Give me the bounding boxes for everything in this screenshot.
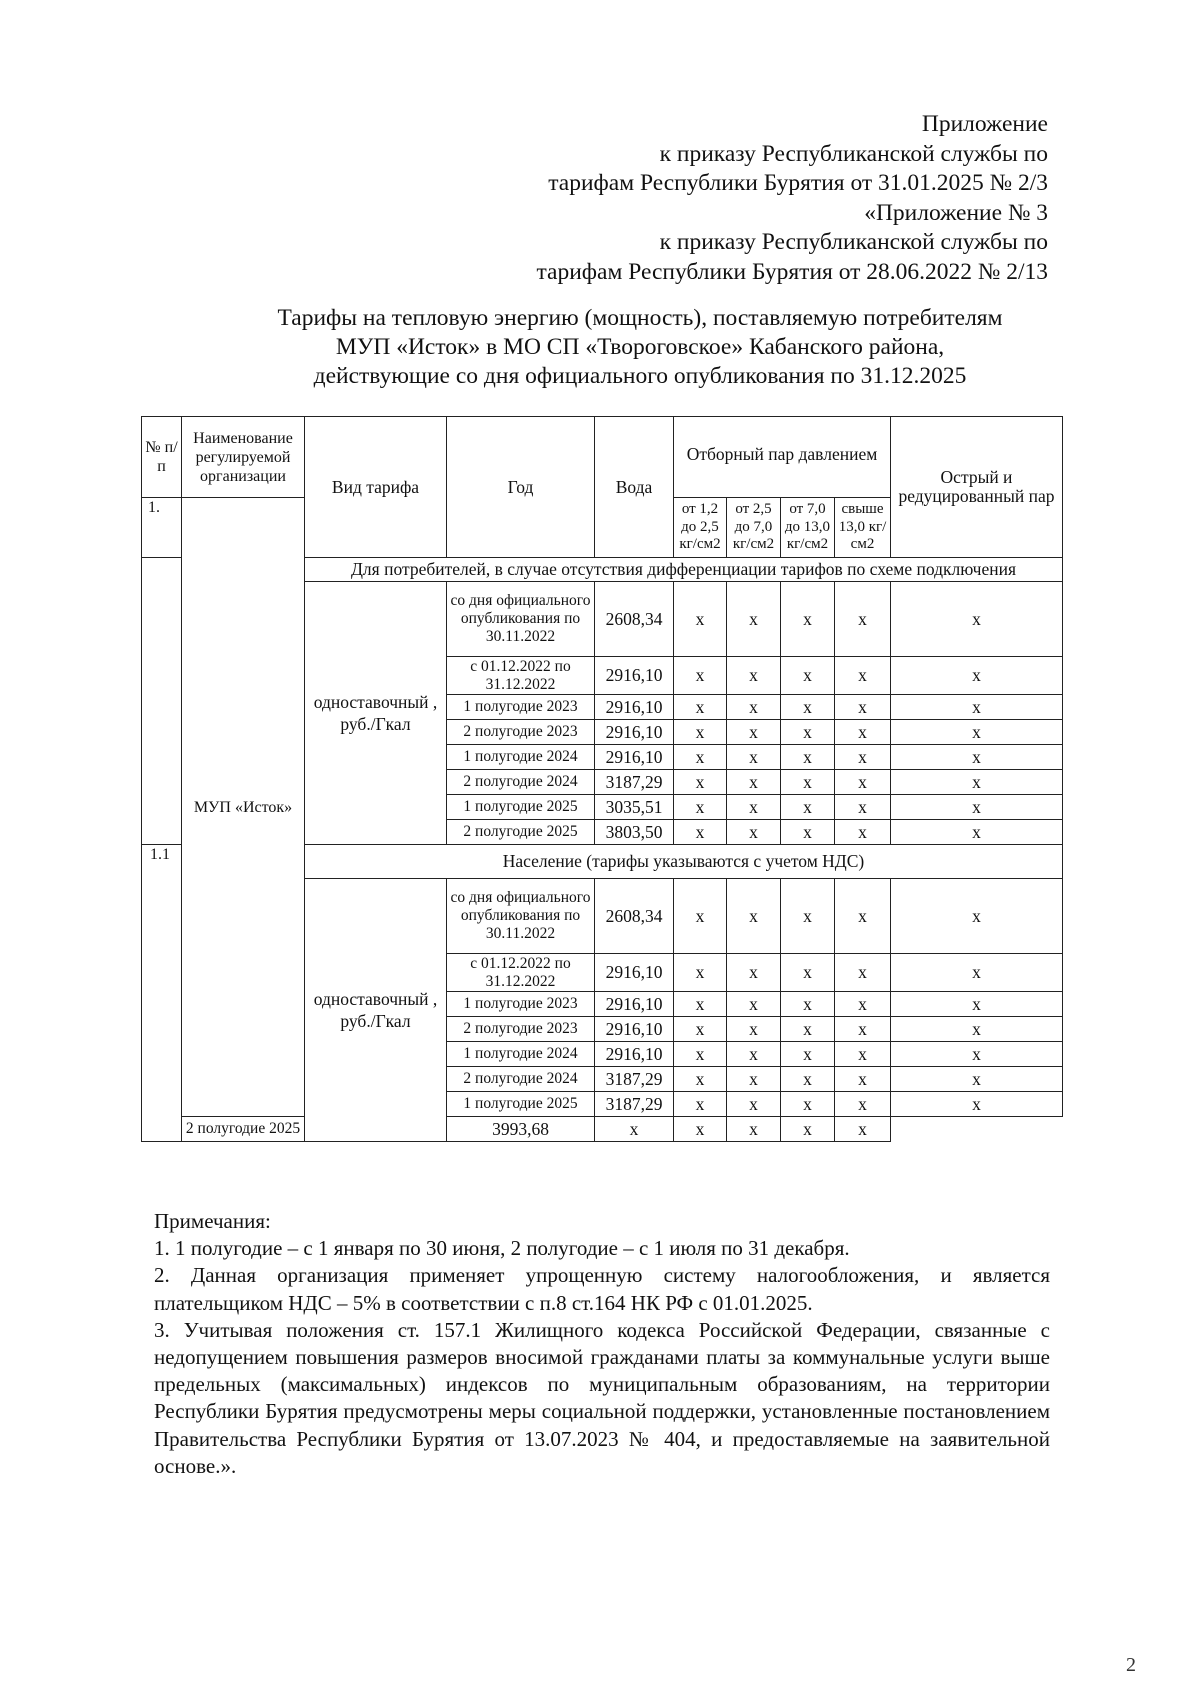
table-year-cell: 1 полугодие 2025 xyxy=(447,1092,595,1117)
table-year-cell: 1 полугодие 2023 xyxy=(447,695,595,720)
table-sharp-cell: х xyxy=(891,720,1063,745)
table-year-cell: 2 полугодие 2023 xyxy=(447,720,595,745)
table-steam3-cell: х xyxy=(781,657,835,695)
table-sharp-cell: х xyxy=(891,992,1063,1017)
table-steam2-cell: х xyxy=(727,657,781,695)
tariff-type: одноставочный , руб./Гкал xyxy=(305,582,447,845)
table-steam4-cell: х xyxy=(835,582,891,657)
table-year-cell: 1 полугодие 2025 xyxy=(447,795,595,820)
table-steam4-cell: х xyxy=(835,954,891,992)
table-steam3-cell: х xyxy=(781,954,835,992)
document-title xyxy=(150,304,1130,391)
table-year-cell: 2 полугодие 2025 xyxy=(182,1117,305,1142)
table-steam1-cell: х xyxy=(674,1017,727,1042)
section-num-2: 1.1 xyxy=(142,845,182,1142)
header-line: к приказу Республиканской службы по xyxy=(659,229,1048,255)
header-org: Наименование регулируемой организации xyxy=(182,417,305,498)
table-water-cell: 3993,68 xyxy=(447,1117,595,1142)
table-year-cell: 2 полугодие 2024 xyxy=(447,770,595,795)
table-steam4-cell: х xyxy=(835,879,891,954)
table-steam4-cell: х xyxy=(835,992,891,1017)
table-sharp-cell: х xyxy=(891,795,1063,820)
table-steam3-cell: х xyxy=(781,745,835,770)
table-sharp-cell: х xyxy=(891,820,1063,845)
table-steam3-cell: х xyxy=(781,879,835,954)
table-steam3-cell: х xyxy=(781,992,835,1017)
table-steam3-cell: х xyxy=(781,770,835,795)
table-water-cell: 3187,29 xyxy=(595,1067,674,1092)
table-steam4-cell: х xyxy=(835,1067,891,1092)
table-steam2-cell: х xyxy=(727,954,781,992)
table-year-cell: с 01.12.2022 по 31.12.2022 xyxy=(447,954,595,992)
title-line: Тарифы на тепловую энергию (мощность), поставляемую потребителям xyxy=(277,305,1003,331)
table-year-cell: 2 полугодие 2025 xyxy=(447,820,595,845)
table-steam2-cell: х xyxy=(727,1017,781,1042)
table-year-cell: 2 полугодие 2024 xyxy=(447,1067,595,1092)
table-steam3-cell: х xyxy=(781,1017,835,1042)
table-sharp-cell: х xyxy=(891,695,1063,720)
table-year-cell: со дня официального опубликования по 30.11.2022 xyxy=(447,879,595,954)
table-sharp-cell: х xyxy=(891,1067,1063,1092)
table-steam2-cell: х xyxy=(727,770,781,795)
tariff-type: одноставочный , руб./Гкал xyxy=(305,879,447,1142)
header-sharp-steam: Острый и редуцированный пар xyxy=(891,417,1063,558)
section-num-cell xyxy=(142,558,182,845)
table-steam3-cell: х xyxy=(781,1042,835,1067)
table-steam2-cell: х xyxy=(727,820,781,845)
header-steam-4: свыше 13,0 кг/см2 xyxy=(835,498,891,558)
table-steam2-cell: х xyxy=(727,720,781,745)
table-steam2-cell: х xyxy=(727,1092,781,1117)
table-steam2-cell: х xyxy=(727,1042,781,1067)
table-sharp-cell: х xyxy=(891,657,1063,695)
table-steam1-cell: х xyxy=(674,695,727,720)
table-steam1-cell: х xyxy=(674,1092,727,1117)
table-steam1-cell: х xyxy=(595,1117,674,1142)
table-steam1-cell: х xyxy=(674,795,727,820)
header-line: к приказу Республиканской службы по xyxy=(659,140,1048,167)
section-title: Для потребителей, в случае отсутствия дифференциации тарифов по схеме подключения xyxy=(305,558,1063,582)
header-line: Приложение xyxy=(921,111,1048,137)
table-steam4-cell: х xyxy=(835,1017,891,1042)
table-sharp-cell: х xyxy=(891,1092,1063,1117)
table-steam1-cell: х xyxy=(674,992,727,1017)
org-name: МУП «Исток» xyxy=(182,498,305,1117)
table-year-cell: 1 полугодие 2024 xyxy=(447,1042,595,1067)
table-steam2-cell: х xyxy=(727,582,781,657)
table-sharp-cell: х xyxy=(891,954,1063,992)
table-steam1-cell: х xyxy=(674,720,727,745)
table-year-cell: 1 полугодие 2024 xyxy=(447,745,595,770)
table-water-cell: 2916,10 xyxy=(595,992,674,1017)
note-item: 2. Данная организация применяет упрощенную систему налогообложения, и является плательщиком НДС – 5% в соответствии с п.8 ст.164 НК РФ с 01.01.2025. xyxy=(154,1263,1050,1315)
table-steam1-cell: х xyxy=(674,582,727,657)
header-line: тарифам Республики Бурятия от 31.01.2025 № 2/3 xyxy=(548,170,1048,196)
table-sharp-cell: х xyxy=(891,1042,1063,1067)
table-steam4-cell: х xyxy=(835,1042,891,1067)
table-water-cell: 3187,29 xyxy=(595,1092,674,1117)
table-steam3-cell: х xyxy=(781,582,835,657)
table-steam1-cell: х xyxy=(674,1067,727,1092)
header-line: «Приложение № 3 xyxy=(864,199,1048,226)
table-water-cell: 2916,10 xyxy=(595,720,674,745)
table-water-cell: 2916,10 xyxy=(595,695,674,720)
title-line: действующие со дня официального опубликования по 31.12.2025 xyxy=(313,363,967,389)
table-steam1-cell: х xyxy=(674,954,727,992)
header-steam-1: от 1,2 до 2,5 кг/см2 xyxy=(674,498,727,558)
table-water-cell: 3187,29 xyxy=(595,770,674,795)
table-steam1-cell: х xyxy=(674,879,727,954)
table-steam2-cell: х xyxy=(727,795,781,820)
header-line: тарифам Республики Бурятия от 28.06.2022 № 2/13 xyxy=(536,258,1048,285)
table-year-cell: со дня официального опубликования по 30.11.2022 xyxy=(447,582,595,657)
header-tariff-type: Вид тарифа xyxy=(305,417,447,558)
table-steam3-cell: х xyxy=(781,695,835,720)
table-water-cell: 2916,10 xyxy=(595,657,674,695)
table-sharp-cell: х xyxy=(891,879,1063,954)
tariff-table xyxy=(141,416,1063,1142)
appendix-header xyxy=(536,110,1048,287)
table-steam4-cell: х xyxy=(835,745,891,770)
table-steam4-cell: х xyxy=(835,695,891,720)
table-steam4-cell: х xyxy=(835,795,891,820)
section-num-1: 1. xyxy=(142,498,182,558)
table-steam3-cell: х xyxy=(781,1067,835,1092)
table-year-cell: 1 полугодие 2023 xyxy=(447,992,595,1017)
table-sharp-cell: х xyxy=(835,1117,891,1142)
table-steam2-cell: х xyxy=(727,695,781,720)
table-sharp-cell: х xyxy=(891,770,1063,795)
table-sharp-cell: х xyxy=(891,1017,1063,1042)
table-steam4-cell: х xyxy=(835,720,891,745)
header-steam-3: от 7,0 до 13,0 кг/см2 xyxy=(781,498,835,558)
table-water-cell: 3035,51 xyxy=(595,795,674,820)
note-item: 3. Учитывая положения ст. 157.1 Жилищного кодекса Российской Федерации, связанные с недопущением повышения размеров вносимой гражданами платы за коммунальные услуги выше предельных (максимальных) индексов по муниципальным образованиям, на территории Республики Бурятия предусмотрены меры социальной поддержки, установленные постановлением Правительства Республики Бурятия от 13.07.2023 № 404, и предоставляемые на заявительной основе.». xyxy=(154,1317,1050,1478)
page-number: 2 xyxy=(1126,1654,1136,1676)
table-water-cell: 2916,10 xyxy=(595,1017,674,1042)
header-steam-2: от 2,5 до 7,0 кг/см2 xyxy=(727,498,781,558)
section-title: Население (тарифы указываются с учетом НДС) xyxy=(305,845,1063,879)
table-steam4-cell: х xyxy=(781,1117,835,1142)
header-water: Вода xyxy=(595,417,674,558)
table-sharp-cell: х xyxy=(891,582,1063,657)
table-steam3-cell: х xyxy=(781,1092,835,1117)
table-sharp-cell: х xyxy=(891,745,1063,770)
table-steam2-cell: х xyxy=(727,745,781,770)
table-steam3-cell: х xyxy=(781,820,835,845)
table-row xyxy=(142,1117,1063,1142)
table-water-cell: 2608,34 xyxy=(595,582,674,657)
note-item: 1. 1 полугодие – с 1 января по 30 июня, 2 полугодие – с 1 июля по 31 декабря. xyxy=(154,1236,850,1261)
table-water-cell: 3803,50 xyxy=(595,820,674,845)
table-steam1-cell: х xyxy=(674,770,727,795)
table-steam4-cell: х xyxy=(835,770,891,795)
table-steam3-cell: х xyxy=(781,795,835,820)
table-water-cell: 2916,10 xyxy=(595,1042,674,1067)
title-line: МУП «Исток» в МО СП «Твороговское» Кабанского района, xyxy=(335,334,945,360)
table-water-cell: 2916,10 xyxy=(595,745,674,770)
notes-section xyxy=(154,1208,1050,1480)
table-steam1-cell: х xyxy=(674,657,727,695)
table-steam3-cell: х xyxy=(727,1117,781,1142)
table-steam2-cell: х xyxy=(727,1067,781,1092)
notes-heading: Примечания: xyxy=(154,1209,271,1233)
table-steam1-cell: х xyxy=(674,1042,727,1067)
table-year-cell: 2 полугодие 2023 xyxy=(447,1017,595,1042)
table-year-cell: с 01.12.2022 по 31.12.2022 xyxy=(447,657,595,695)
table-water-cell: 2608,34 xyxy=(595,879,674,954)
table-steam1-cell: х xyxy=(674,745,727,770)
table-steam4-cell: х xyxy=(835,1092,891,1117)
header-num: № п/п xyxy=(142,417,182,498)
header-year: Год xyxy=(447,417,595,558)
table-steam4-cell: х xyxy=(835,820,891,845)
table-steam4-cell: х xyxy=(835,657,891,695)
table-steam1-cell: х xyxy=(674,820,727,845)
header-steam-group: Отборный пар давлением xyxy=(674,417,891,498)
table-steam2-cell: х xyxy=(727,992,781,1017)
table-steam3-cell: х xyxy=(781,720,835,745)
table-steam2-cell: х xyxy=(727,879,781,954)
table-steam2-cell: х xyxy=(674,1117,727,1142)
table-water-cell: 2916,10 xyxy=(595,954,674,992)
